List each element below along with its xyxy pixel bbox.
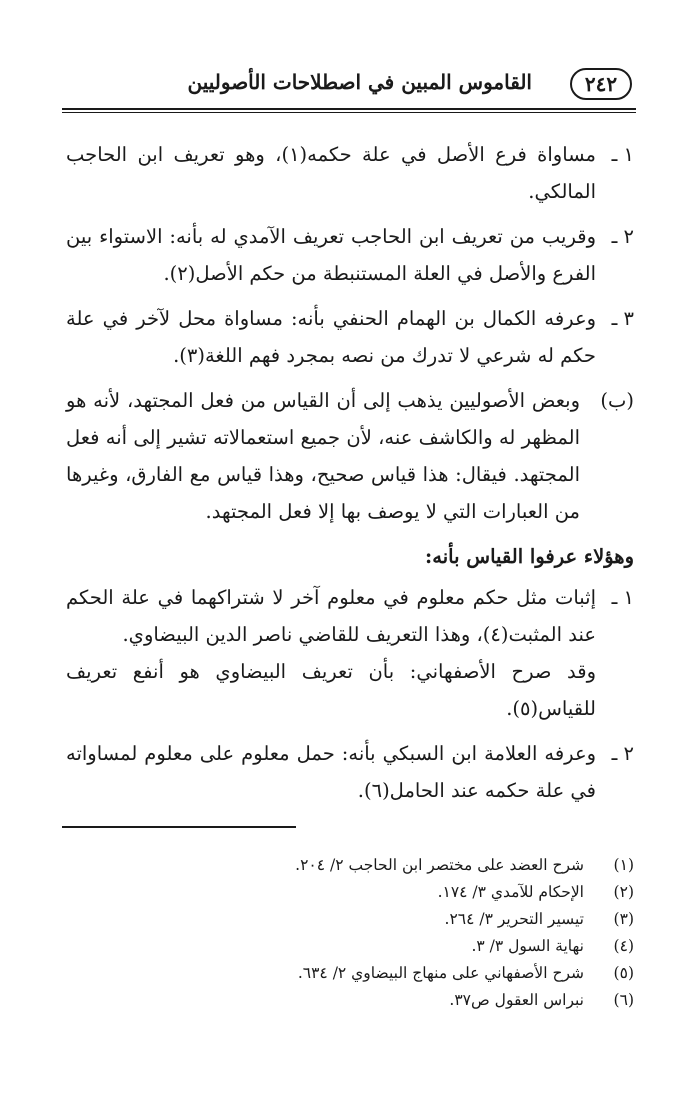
item-text: وقريب من تعريف ابن الحاجب تعريف الآمدي له بأنه: الاستواء بين الفرع والأصل في العلة المستنبطة من حكم الأصل(٢). bbox=[66, 225, 596, 285]
footnote-text: شرح العضد على مختصر ابن الحاجب ٢/ ٢٠٤. bbox=[295, 856, 584, 874]
header-rule bbox=[62, 108, 636, 110]
definition-item-b2 bbox=[66, 735, 634, 809]
footnote-number: (٢) bbox=[613, 883, 634, 901]
footnote-number: (٤) bbox=[613, 937, 634, 955]
header-rule-thin bbox=[62, 112, 636, 113]
footnotes bbox=[74, 852, 634, 1014]
item-number: ٣ ـ bbox=[611, 307, 634, 330]
footnote-number: (٣) bbox=[613, 910, 634, 928]
footnote bbox=[74, 933, 634, 960]
footnote bbox=[74, 906, 634, 933]
footnote-number: (٦) bbox=[613, 991, 634, 1009]
page-body bbox=[66, 136, 634, 817]
item-text: وعرفه الكمال بن الهمام الحنفي بأنه: مساواة محل لآخر في علة حكم له شرعي لا تدرك من نصه بمجرد فهم اللغة(٣). bbox=[66, 307, 596, 367]
definition-item-b1 bbox=[66, 579, 634, 653]
footnote bbox=[74, 960, 634, 987]
definition-item-1 bbox=[66, 136, 634, 210]
footnote-text: تيسير التحرير ٣/ ٢٦٤. bbox=[444, 910, 584, 928]
subheading: وهؤلاء عرفوا القياس بأنه: bbox=[425, 545, 634, 568]
footnote-text: نهاية السول ٣/ ٣. bbox=[471, 937, 584, 955]
item-text: مساواة فرع الأصل في علة حكمه(١)، وهو تعريف ابن الحاجب المالكي. bbox=[66, 143, 596, 203]
item-number: ٢ ـ bbox=[611, 225, 634, 248]
footnote-text: الإحكام للآمدي ٣/ ١٧٤. bbox=[437, 883, 584, 901]
item-text: وعرفه العلامة ابن السبكي بأنه: حمل معلوم على معلوم لمساواته في علة حكمه عند الحامل(٦). bbox=[66, 742, 596, 802]
item-number: ٢ ـ bbox=[611, 742, 634, 765]
footnote bbox=[74, 852, 634, 879]
paragraph-isfahani: وقد صرح الأصفهاني: بأن تعريف البيضاوي هو أنفع تعريف للقياس(٥). bbox=[66, 660, 596, 720]
footnote-number: (١) bbox=[613, 856, 634, 874]
footnote-number: (٥) bbox=[613, 964, 634, 982]
item-number: ١ ـ bbox=[611, 586, 634, 609]
footnote-separator bbox=[62, 826, 296, 828]
item-number: ١ ـ bbox=[611, 143, 634, 166]
definition-item-3 bbox=[66, 300, 634, 374]
section-b bbox=[66, 382, 634, 530]
page-number: ٢٤٢ bbox=[570, 68, 632, 100]
footnote bbox=[74, 987, 634, 1014]
footnote-text: شرح الأصفهاني على منهاج البيضاوي ٢/ ٦٣٤. bbox=[297, 964, 584, 982]
running-title: القاموس المبين في اصطلاحات الأصوليين bbox=[187, 70, 532, 94]
footnote-text: نبراس العقول ص٣٧. bbox=[449, 991, 584, 1009]
section-text: وبعض الأصوليين يذهب إلى أن القياس من فعل المجتهد، لأنه هو المظهر له والكاشف عنه، لأن جميع استعمالاته تشير إلى أنه فعل المجتهد. فيقال: هذا قياس صحيح، وهذا قياس مع الفارق، وغيرها من العبارات التي لا يوصف بها إلا فعل المجتهد. bbox=[66, 389, 580, 523]
footnote bbox=[74, 879, 634, 906]
section-label: (ب) bbox=[600, 389, 634, 412]
definition-item-2 bbox=[66, 218, 634, 292]
item-text: إثبات مثل حكم معلوم في معلوم آخر لا شتراكهما في علة الحكم عند المثبت(٤)، وهذا التعريف للقاضي ناصر الدين البيضاوي. bbox=[66, 586, 596, 646]
page-header bbox=[62, 66, 636, 106]
